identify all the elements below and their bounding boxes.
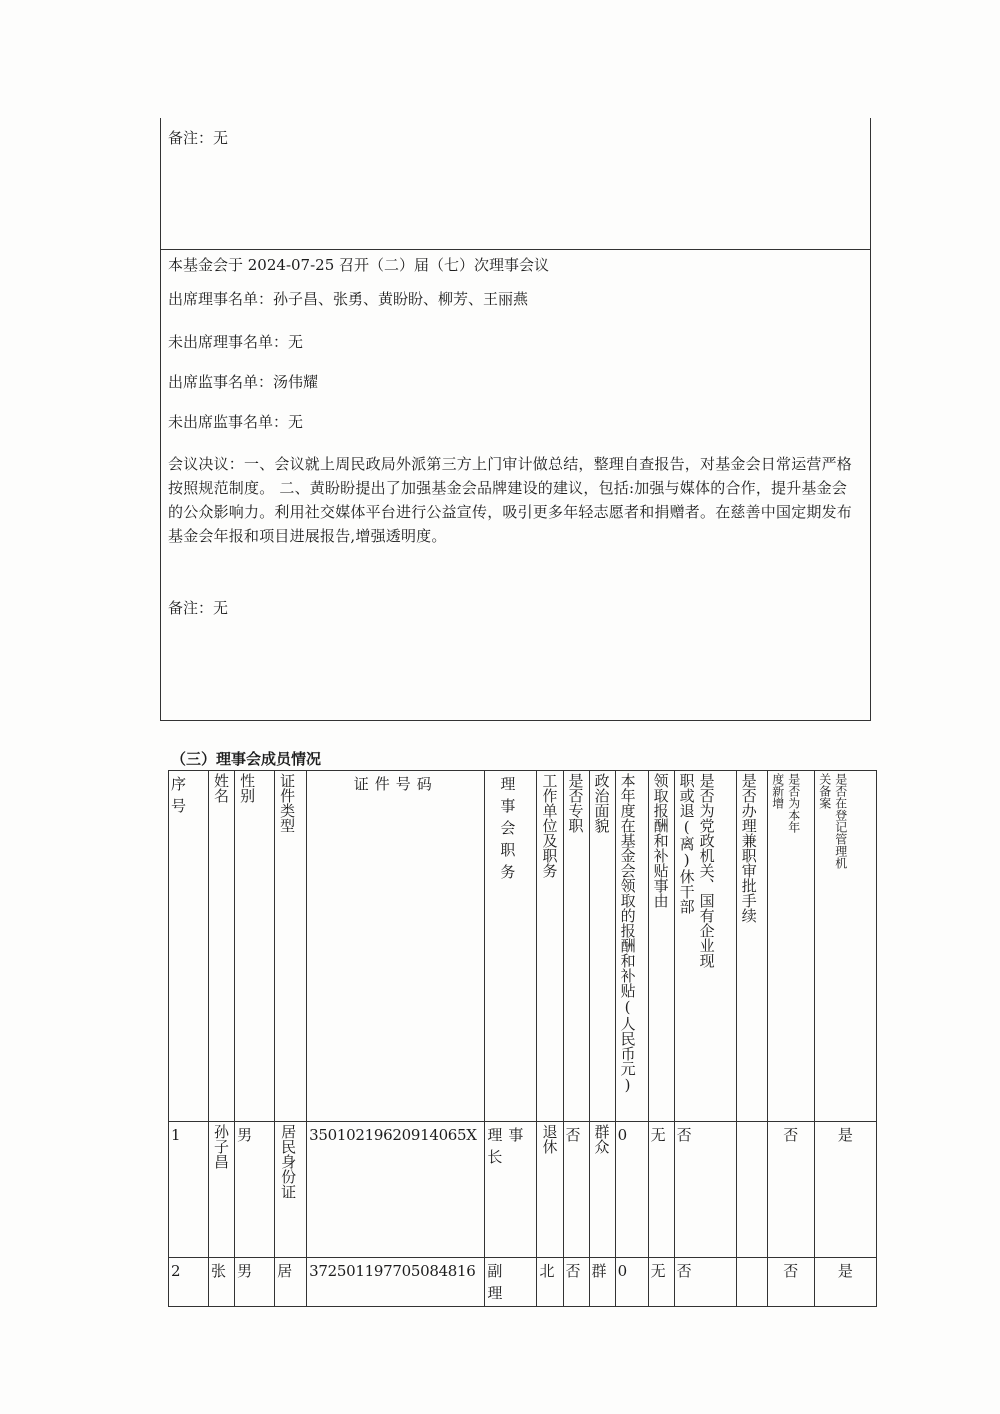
- attended-supervisors: 出席监事名单：汤伟耀: [168, 373, 319, 391]
- cell-gender: 男: [235, 1122, 275, 1258]
- header-remuneration-reason: 领取报酬和补贴事由: [648, 771, 674, 1122]
- cell-id-type: 居: [275, 1258, 307, 1307]
- board-members-table: [168, 770, 877, 1307]
- header-concurrent-approval: 是否办理兼职审批手续: [736, 771, 767, 1122]
- previous-meeting-box: [160, 118, 871, 250]
- cell-registered: 是: [814, 1258, 876, 1307]
- cell-id-type: 居民身份证: [275, 1122, 307, 1258]
- cell-work-unit: 退休: [537, 1122, 563, 1258]
- absent-supervisors: 未出席监事名单：无: [168, 413, 304, 431]
- table-row: [169, 1258, 877, 1307]
- meeting-title: 本基金会于 2024-07-25 召开（二）届（七）次理事会议: [168, 256, 550, 274]
- header-political: 政治面貌: [589, 771, 615, 1122]
- cell-remuneration-reason: 无: [648, 1258, 674, 1307]
- cell-position: 副 理: [485, 1258, 537, 1307]
- remark: 备注：无: [168, 599, 229, 617]
- cell-remuneration-reason: 无: [648, 1122, 674, 1258]
- cell-work-unit: 北: [537, 1258, 563, 1307]
- cell-name: 孙子昌: [209, 1122, 235, 1258]
- header-name: 姓名: [209, 771, 235, 1122]
- cell-full-time: 否: [563, 1258, 589, 1307]
- cell-retired-cadre: 否: [674, 1258, 736, 1307]
- cell-id-number: 35010219620914065X: [307, 1122, 485, 1258]
- header-new-this-year: 是否为本年度新增: [767, 771, 814, 1122]
- remark: 备注：无: [168, 129, 229, 147]
- cell-position: 理事长: [485, 1122, 537, 1258]
- cell-registered: 是: [814, 1122, 876, 1258]
- cell-remuneration: 0: [615, 1122, 648, 1258]
- meeting-record-box: [160, 249, 871, 721]
- header-registered: 是否在登记管理机关备案: [814, 771, 876, 1122]
- cell-seq: 2: [169, 1258, 209, 1307]
- header-id-number: 证件号码: [307, 771, 485, 1122]
- header-remuneration: 本年度在基金会领取的报酬和补贴(人民币元): [615, 771, 648, 1122]
- cell-concurrent-approval: [736, 1258, 767, 1307]
- header-seq: 序号: [169, 771, 209, 1122]
- attended-directors: 出席理事名单：孙子昌、张勇、黄盼盼、柳芳、王丽燕: [168, 290, 529, 308]
- cell-seq: 1: [169, 1122, 209, 1258]
- cell-political: 群众: [589, 1122, 615, 1258]
- meeting-resolution: 会议决议：一、会议就上周民政局外派第三方上门审计做总结，整理自查报告，对基金会日常运营严格按照规范制度。 二、黄盼盼提出了加强基金会品牌建设的建议，包括:加强与媒体的合作，提升基金会的公众影响力。利用社交媒体平台进行公益宣传，吸引更多年轻志愿者和捐赠者。在慈善中国定期发布基金会年报和项目进展报告,增强透明度。: [168, 455, 853, 545]
- header-gender: 性别: [235, 771, 275, 1122]
- table-row: [169, 1122, 877, 1258]
- cell-new-this-year: 否: [767, 1122, 814, 1258]
- header-full-time: 是否专职: [563, 771, 589, 1122]
- header-id-type: 证件类型: [275, 771, 307, 1122]
- cell-political: 群: [589, 1258, 615, 1307]
- cell-gender: 男: [235, 1258, 275, 1307]
- header-position: 理事会职务: [485, 771, 537, 1122]
- header-retired-cadre: 是否为党政机关、国有企业现职或退(离)休干部: [674, 771, 736, 1122]
- table-header-row: [169, 771, 877, 1122]
- cell-name: 张: [209, 1258, 235, 1307]
- absent-directors: 未出席理事名单：无: [168, 333, 304, 351]
- cell-concurrent-approval: [736, 1122, 767, 1258]
- section-title: （三）理事会成员情况: [171, 750, 322, 768]
- cell-full-time: 否: [563, 1122, 589, 1258]
- cell-id-number: 372501197705084816: [307, 1258, 485, 1307]
- cell-remuneration: 0: [615, 1258, 648, 1307]
- cell-new-this-year: 否: [767, 1258, 814, 1307]
- cell-retired-cadre: 否: [674, 1122, 736, 1258]
- header-work-unit: 工作单位及职务: [537, 771, 563, 1122]
